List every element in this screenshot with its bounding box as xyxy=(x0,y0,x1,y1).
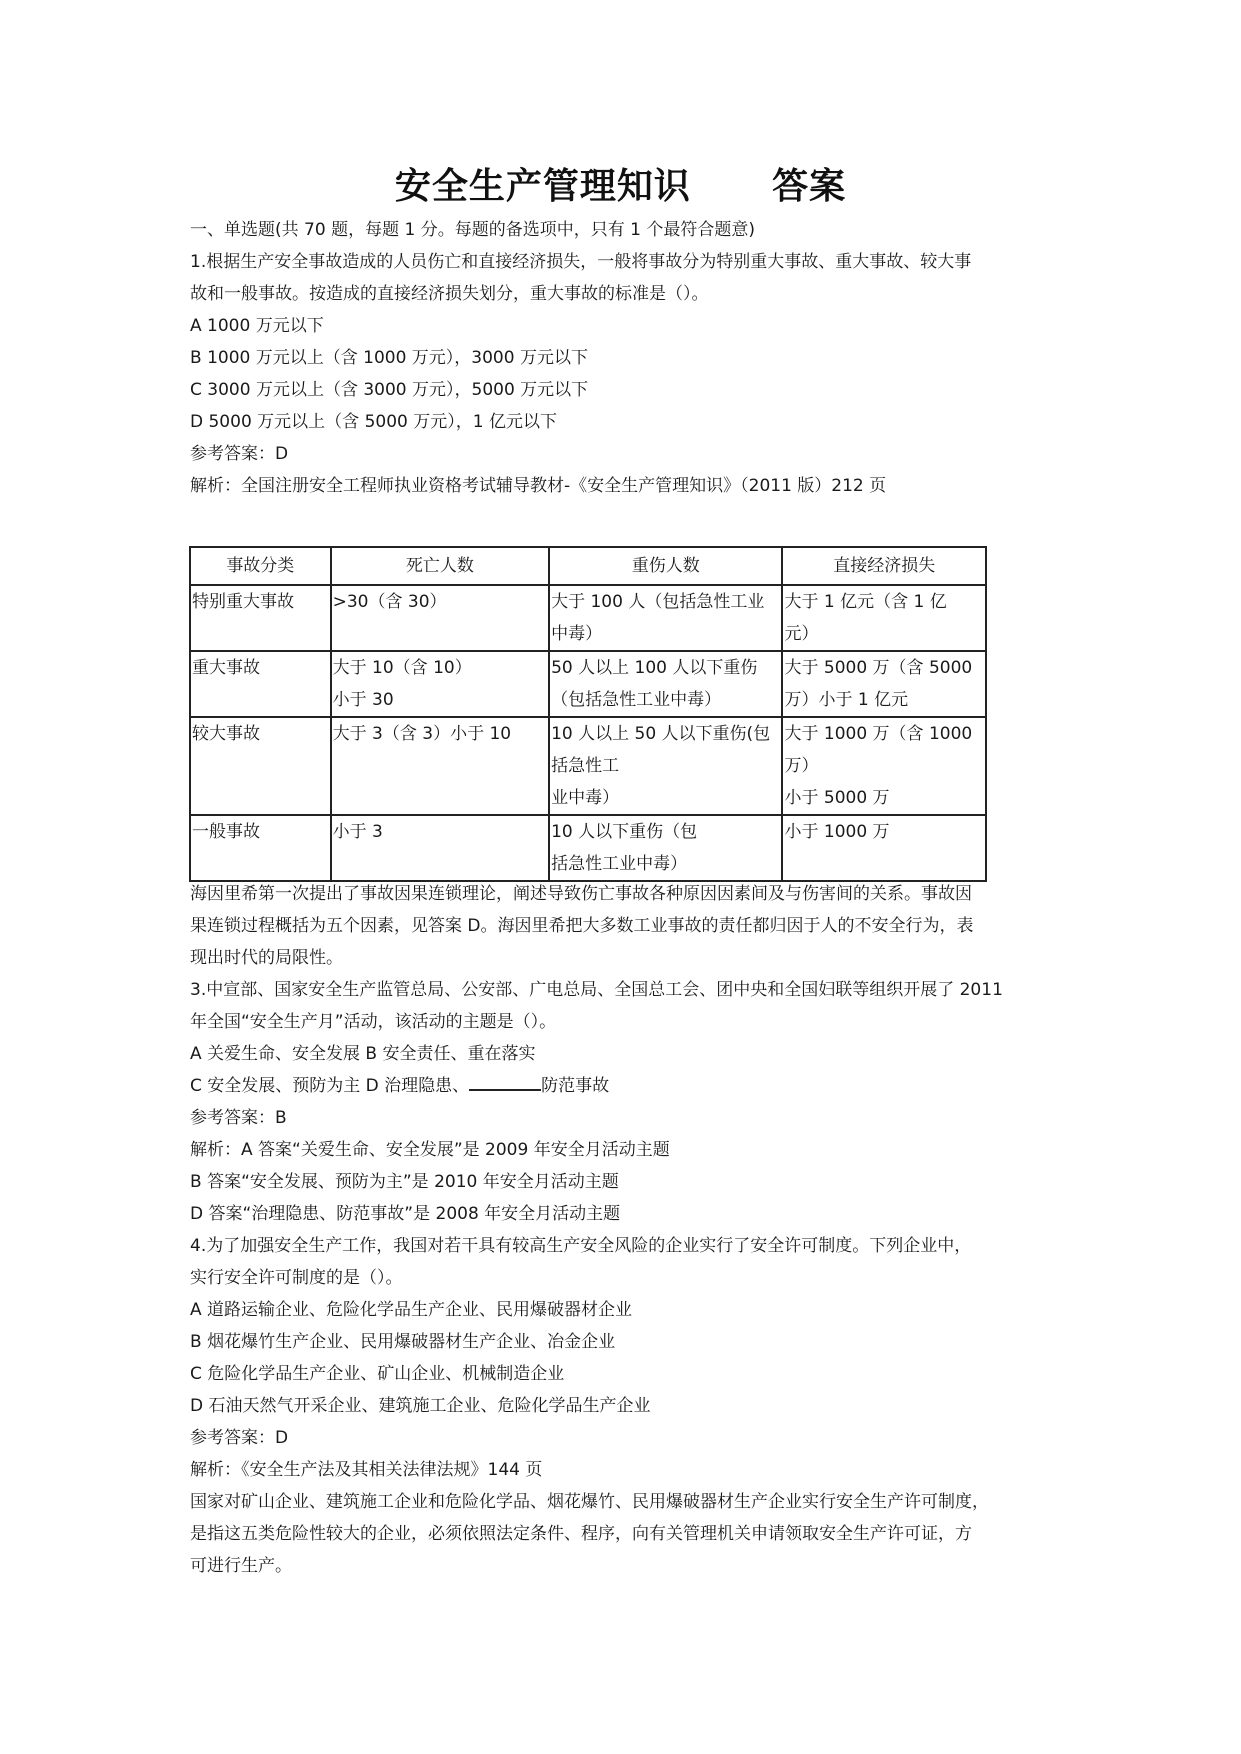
table-cell xyxy=(190,815,331,881)
table-cell xyxy=(782,717,986,815)
cell-line: 特别重大事故 xyxy=(192,592,294,612)
table-cell xyxy=(190,651,331,717)
table-header-cell: 事故分类 xyxy=(190,547,331,585)
question-1-answer: 参考答案：D xyxy=(190,444,289,464)
cell-line: 小于 1000 万 xyxy=(784,822,890,842)
question-1-option-c: C 3000 万元以上（含 3000 万元），5000 万元以下 xyxy=(190,380,589,400)
table-cell xyxy=(331,585,549,651)
table-row xyxy=(190,717,986,815)
table-cell xyxy=(190,717,331,815)
question-4-note-line-1: 国家对矿山企业、建筑施工企业和危险化学品、烟花爆竹、民用爆破器材生产企业实行安全生产许可制度， xyxy=(190,1492,989,1512)
table-cell xyxy=(782,651,986,717)
cell-line: 大于 1 亿元（含 1 亿 xyxy=(784,592,947,612)
question-1-stem-line-2: 故和一般事故。按造成的直接经济损失划分，重大事故的标准是（）。 xyxy=(190,284,709,304)
cell-line: 大于 1000 万（含 1000 xyxy=(784,724,973,744)
question-3-answer: 参考答案：B xyxy=(190,1108,287,1128)
cell-line: 元） xyxy=(784,624,819,644)
table-cell xyxy=(331,651,549,717)
question-4-option-a: A 道路运输企业、危险化学品生产企业、民用爆破器材企业 xyxy=(190,1300,633,1320)
question-4-note-line-3: 可进行生产。 xyxy=(190,1556,292,1576)
document-title: 安全生产管理知识 答案 xyxy=(394,166,847,207)
question-4-option-d: D 石油天然气开采企业、建筑施工企业、危险化学品生产企业 xyxy=(190,1396,651,1416)
question-1-option-b: B 1000 万元以上（含 1000 万元），3000 万元以下 xyxy=(190,348,588,368)
cell-line: （包括急性工业中毒） xyxy=(551,690,722,710)
section-heading: 一、单选题(共 70 题，每题 1 分。每题的备选项中，只有 1 个最符合题意) xyxy=(190,220,755,240)
cell-line: 万）小于 1 亿元 xyxy=(784,690,909,710)
option-cd-tail: 防范事故 xyxy=(541,1076,610,1096)
question-4-option-b: B 烟花爆竹生产企业、民用爆破器材生产企业、冶金企业 xyxy=(190,1332,616,1352)
cell-line: >30（含 30） xyxy=(332,592,447,612)
cell-line: 大于 5000 万（含 5000 xyxy=(784,658,973,678)
question-4-explanation: 解析：《安全生产法及其相关法律法规》144 页 xyxy=(190,1460,543,1480)
table-row xyxy=(190,651,986,717)
cell-line: 万） xyxy=(784,756,819,776)
table-cell xyxy=(782,585,986,651)
cell-line: 括急性工 xyxy=(551,756,620,776)
cell-line: 50 人以上 100 人以下重伤 xyxy=(551,658,758,678)
cell-line: 一般事故 xyxy=(192,822,260,842)
cell-line: 小于 30 xyxy=(332,690,394,710)
table-cell xyxy=(190,585,331,651)
table-header-cell: 死亡人数 xyxy=(331,547,549,585)
table-cell xyxy=(782,815,986,881)
accident-classification-table xyxy=(189,546,987,882)
question-3-stem-line-2: 年全国“安全生产月”活动，该活动的主题是（）。 xyxy=(190,1012,557,1032)
cell-line: 10 人以上 50 人以下重伤(包 xyxy=(551,724,771,744)
fill-blank xyxy=(469,1071,541,1091)
question-1-explanation: 解析：全国注册安全工程师执业资格考试辅导教材-《安全生产管理知识》（2011 版）212 页 xyxy=(190,476,887,496)
cell-line: 大于 3（含 3）小于 10 xyxy=(332,724,512,744)
question-4-option-c: C 危险化学品生产企业、矿山企业、机械制造企业 xyxy=(190,1364,565,1384)
cell-line: 小于 3 xyxy=(332,822,383,842)
table-header-cell: 重伤人数 xyxy=(549,547,782,585)
question-3-options-ab: A 关爱生命、安全发展 B 安全责任、重在落实 xyxy=(190,1044,536,1064)
table-cell xyxy=(549,815,782,881)
table-row xyxy=(190,815,986,881)
table-cell xyxy=(549,651,782,717)
question-3-options-cd xyxy=(190,1070,1070,1102)
table-cell xyxy=(331,717,549,815)
cell-line: 较大事故 xyxy=(192,724,260,744)
table-cell xyxy=(549,717,782,815)
question-4-stem-line-1: 4.为了加强安全生产工作，我国对若干具有较高生产安全风险的企业实行了安全许可制度。下列企业中， xyxy=(190,1236,972,1256)
question-3-explanation-b: B 答案“安全发展、预防为主”是 2010 年安全月活动主题 xyxy=(190,1172,619,1192)
cell-line: 10 人以下重伤（包 xyxy=(551,822,698,842)
table-row xyxy=(190,585,986,651)
cell-line: 业中毒） xyxy=(551,788,620,808)
cell-line: 括急性工业中毒） xyxy=(551,854,688,874)
question-4-answer: 参考答案：D xyxy=(190,1428,289,1448)
cell-line: 大于 100 人（包括急性工业 xyxy=(551,592,765,612)
question-1-stem-line-1: 1.根据生产安全事故造成的人员伤亡和直接经济损失，一般将事故分为特别重大事故、重大事故、较大事 xyxy=(190,252,972,272)
cell-line: 中毒） xyxy=(551,624,603,644)
question-3-stem-line-1: 3.中宣部、国家安全生产监管总局、公安部、广电总局、全国总工会、团中央和全国妇联等组织开展了 2011 xyxy=(190,980,1003,1000)
table-cell xyxy=(331,815,549,881)
table-header-cell: 直接经济损失 xyxy=(782,547,986,585)
heinrich-paragraph-line-1: 海因里希第一次提出了事故因果连锁理论，阐述导致伤亡事故各种原因因素间及与伤害间的关系。事故因 xyxy=(190,884,972,904)
question-3-explanation-d: D 答案“治理隐患、防范事故”是 2008 年安全月活动主题 xyxy=(190,1204,621,1224)
question-3-explanation-a: 解析：A 答案“关爱生命、安全发展”是 2009 年安全月活动主题 xyxy=(190,1140,670,1160)
body-text-block xyxy=(190,878,1070,1582)
question-4-stem-line-2: 实行安全许可制度的是（）。 xyxy=(190,1268,403,1288)
table-header-row xyxy=(190,547,986,585)
option-cd-text: C 安全发展、预防为主 D 治理隐患、 xyxy=(190,1076,470,1096)
cell-line: 小于 5000 万 xyxy=(784,788,890,808)
cell-line: 大于 10（含 10） xyxy=(332,658,472,678)
question-4-note-line-2: 是指这五类危险性较大的企业，必须依照法定条件、程序，向有关管理机关申请领取安全生产许可证，方 xyxy=(190,1524,972,1544)
heinrich-paragraph-line-3: 现出时代的局限性。 xyxy=(190,948,343,968)
question-1-option-a: A 1000 万元以下 xyxy=(190,316,324,336)
table-cell xyxy=(549,585,782,651)
heinrich-paragraph-line-2: 果连锁过程概括为五个因素，见答案 D。海因里希把大多数工业事故的责任都归因于人的不安全行为，表 xyxy=(190,916,974,936)
cell-line: 重大事故 xyxy=(192,658,260,678)
question-1-option-d: D 5000 万元以上（含 5000 万元），1 亿元以下 xyxy=(190,412,557,432)
question-1-block xyxy=(190,214,1070,502)
